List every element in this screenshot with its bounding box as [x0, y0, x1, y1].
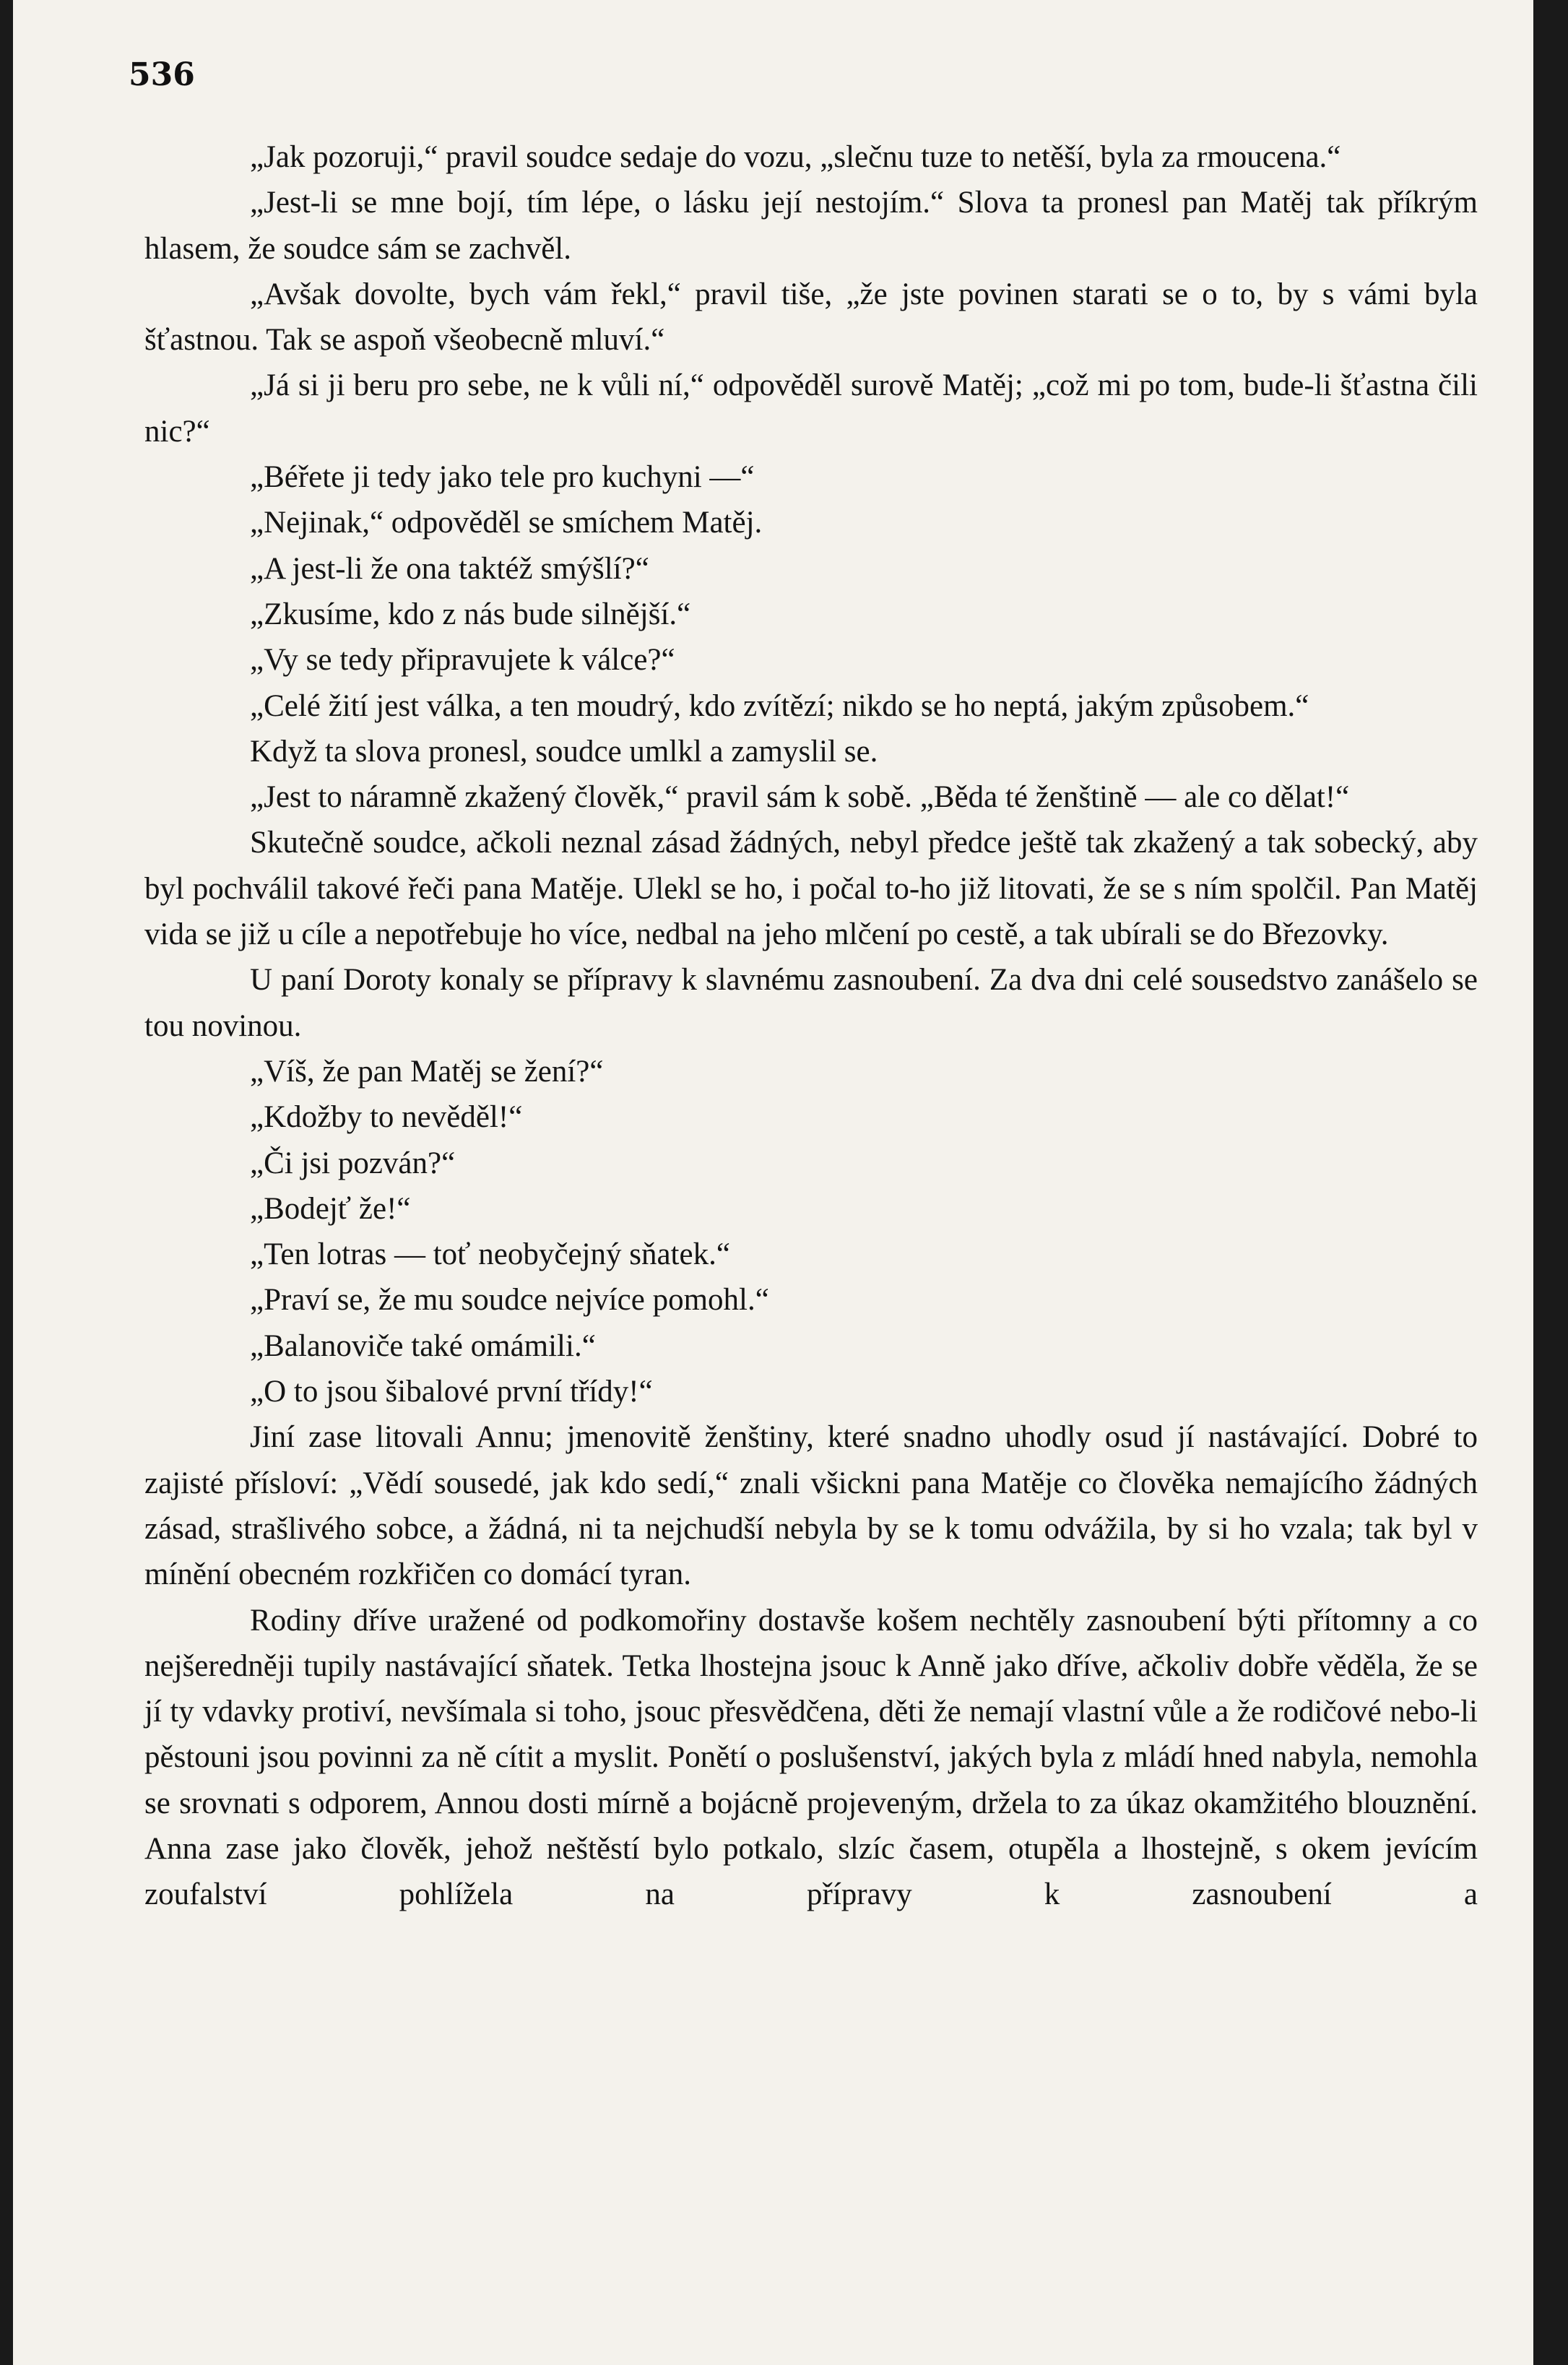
paragraph: „Ten lotras — toť neobyčejný sňatek.“ [250, 1237, 730, 1272]
paragraph: U paní Doroty konaly se přípravy k slavnému zasnoubení. Za dva dni celé sousedstvo zanášelo se tou novinou. [144, 963, 1478, 1043]
paragraph: „Kdožby to nevěděl!“ [250, 1100, 523, 1135]
paragraph: „Vy se tedy připravujete k válce?“ [250, 643, 675, 678]
paragraph: „Víš, že pan Matěj se žení?“ [250, 1054, 604, 1089]
paragraph: „Praví se, že mu soudce nejvíce pomohl.“ [250, 1283, 769, 1318]
page-text [144, 134, 1478, 1918]
paragraph: „A jest-li že ona taktéž smýšlí?“ [250, 551, 649, 586]
paragraph: „Zkusíme, kdo z nás bude silnější.“ [250, 597, 691, 631]
paragraph: „Jest-li se mne bojí, tím lépe, o lásku její nestojím.“ Slova ta pronesl pan Matěj tak příkrým hlasem, že soudce sám se zachvěl. [144, 186, 1478, 266]
page-number: 536 [129, 56, 195, 93]
paragraph: Když ta slova pronesl, soudce umlkl a zamyslil se. [250, 734, 878, 769]
paragraph: Skutečně soudce, ačkoli neznal zásad žádných, nebyl předce ještě tak zkažený a tak sobecký, aby byl pochválil takové řeči pana Matěje. Ulekl se ho, i počal to-ho již litovati, že se s ním spolčil. Pan Matěj vida se již u cíle a nepotřebuje ho více, nedbal na jeho mlčení po cestě, a tak ubírali se do Březovky. [144, 826, 1478, 952]
paragraph: „Já si ji beru pro sebe, ne k vůli ní,“ odpověděl surově Matěj; „což mi po tom, bude-li šťastna čili nic?“ [144, 368, 1478, 449]
paragraph: „Balanoviče také omámili.“ [250, 1328, 596, 1363]
paragraph: „Bodejť že!“ [250, 1191, 411, 1226]
paragraph: „O to jsou šibalové první třídy!“ [250, 1375, 653, 1409]
paragraph: „Avšak dovolte, bych vám řekl,“ pravil tiše, „že jste povinen starati se o to, by s vámi byla šťastnou. Tak se aspoň všeobecně mluví.“ [144, 277, 1478, 358]
book-page [13, 0, 1533, 2365]
paragraph: „Celé žití jest válka, a ten moudrý, kdo zvítězí; nikdo se ho neptá, jakým způsobem.“ [250, 688, 1309, 723]
paragraph: Rodiny dříve uražené od podkomořiny dostavše košem nechtěly zasnoubení býti přítomny a co nejšeredněji tupily nastávající sňatek. Tetka lhostejna jsouc k Anně jako dříve, ačkoliv dobře věděla, že se jí ty vdavky protiví, nevšímala si toho, jsouc přesvědčena, děti že nemají vlastní vůle a že rodičové nebo-li pěstouni jsou povinni za ně cítit a myslit. Ponětí o poslušenství, jakých byla z mládí hned nabyla, nemohla se srovnati s odporem, Annou dosti mírně a bojácně projeveným, držela to za úkaz okamžitého blouznění. Anna zase jako člověk, jehož neštěstí bylo potkalo, slzíc časem, otupěla a lhostejně, s okem jevícím zoufalství pohlížela na přípravy k zasnoubení a [144, 1603, 1478, 1912]
paragraph: „Či jsi pozván?“ [250, 1146, 456, 1180]
paragraph: „Jest to náramně zkažený člověk,“ pravil sám k sobě. „Běda té ženštině — ale co dělat!“ [250, 780, 1350, 815]
paragraph: „Béřete ji tedy jako tele pro kuchyni —“ [250, 460, 755, 495]
paragraph: „Nejinak,“ odpověděl se smíchem Matěj. [250, 506, 763, 540]
paragraph: Jiní zase litovali Annu; jmenovitě ženštiny, které snadno uhodly osud jí nastávající. Dobré to zajisté přísloví: „Vědí sousedé, jak kdo sedí,“ znali všickni pana Matěje co člověka nemajícího žádných zásad, strašlivého sobce, a žádná, ni ta nejchudší nebyla by se k tomu odvážila, by si ho vzala; tak byl v mínění obecném rozkřičen co domácí tyran. [144, 1420, 1478, 1592]
paragraph: „Jak pozoruji,“ pravil soudce sedaje do vozu, „slečnu tuze to netěší, byla za rmoucena.“ [250, 140, 1341, 174]
